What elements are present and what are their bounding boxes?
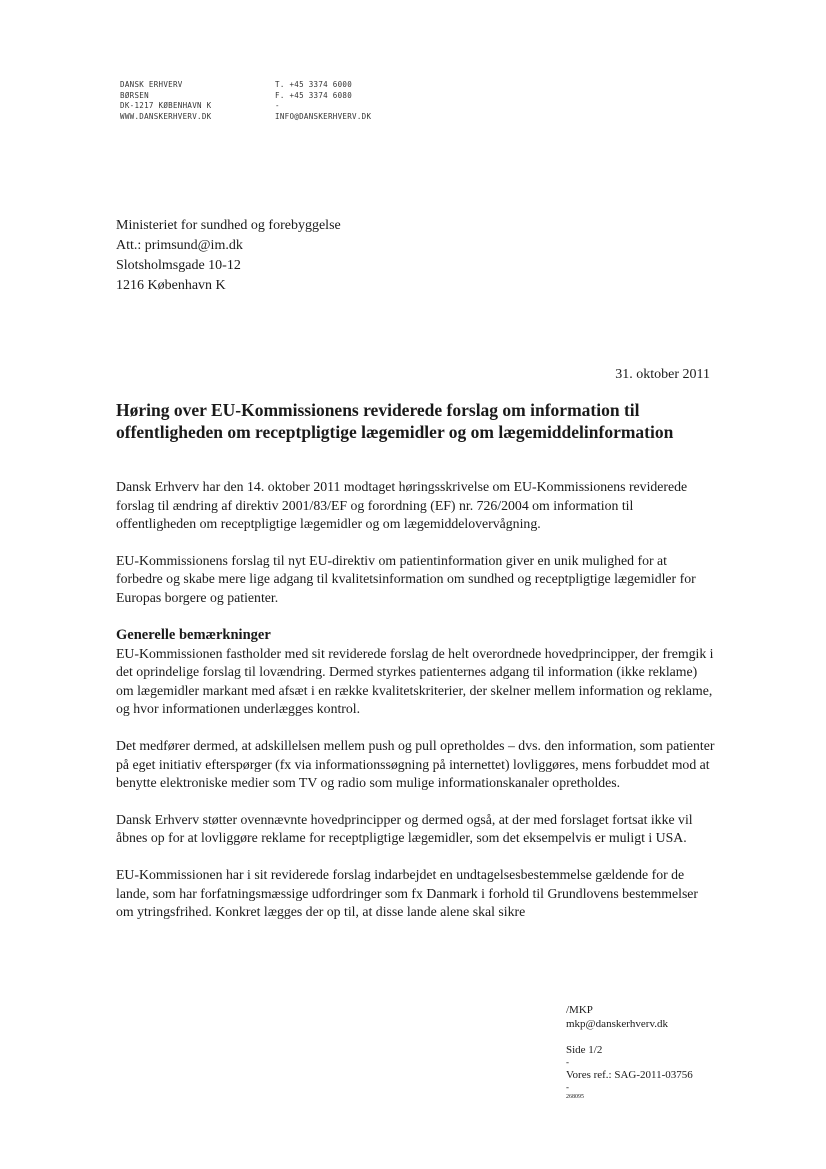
body-paragraph: Det medfører dermed, at adskillelsen mellem push og pull opretholdes – dvs. den information, som patienter på eget initiativ efterspørger (fx via informationssøgning på internettet) lovliggøres, mens forbuddet mod at benytte elektroniske medier som TV og radio som mulige informationskanaler opretholdes.	[116, 737, 715, 791]
section-heading: Generelle bemærkninger	[116, 626, 271, 643]
body-paragraph: Dansk Erhverv har den 14. oktober 2011 modtaget høringsskrivelse om EU-Kommissionens reviderede forslag til ændring af direktiv 2001/83/EF og forordning (EF) nr. 726/2004 om information til offentligheden om receptpligtige lægemidler og om lægemiddelovervågning.	[116, 479, 688, 532]
body-paragraph: EU-Kommissionen fastholder med sit reviderede forslag de helt overordnede hovedprincipper, der fremgik i det oprindelige forslag til lovændring. Dermed styrkes patienternes adgang til information (ikke reklame) om lægemidler markant med afsæt i en række kvalitetskriterier, der skelner mellem information og reklame, og hvor informationen underlægges kontrol.	[116, 645, 714, 717]
letterhead-company: DANSK ERHVERV	[120, 80, 183, 89]
recipient-line: Att.: primsund@im.dk	[116, 238, 243, 253]
letterhead-fax: F. +45 3374 6080	[275, 90, 353, 100]
letterhead-phone: T. +45 3374 6000	[275, 80, 353, 89]
sender-email: mkp@danskerhverv.dk	[566, 1018, 668, 1030]
recipient-line: Ministeriet for sundhed og forebyggelse	[116, 218, 341, 233]
letterhead-contact	[275, 80, 371, 122]
body-paragraph: EU-Kommissionen har i sit reviderede forslag indarbejdet en undtagelsesbestemmelse gældende for de lande, som har forfatningsmæssige udfordringer som fx Danmark i forhold til Grundlovens bestemmelser om ytringsfrihed. Konkret lægges der op til, at disse lande alene skal sikre	[116, 866, 699, 920]
letter-body	[116, 478, 716, 940]
document-number: 268095	[566, 1094, 584, 1100]
body-paragraph: EU-Kommissionens forslag til nyt EU-direktiv om patientinformation giver en unik mulighed for at forbedre og skabe mere lige adgang til kvalitetsinformation om sundhed og receptpligtige lægemidler for Europas borgere og patienter.	[116, 552, 696, 605]
sender-initials: /MKP	[566, 1004, 593, 1016]
recipient-address	[116, 216, 341, 296]
reference-number: Vores ref.: SAG-2011-03756	[566, 1069, 693, 1081]
recipient-line: Slotsholmsgade 10-12	[116, 258, 241, 273]
body-paragraph: Dansk Erhverv støtter ovennævnte hovedprincipper og dermed også, at der med forslaget fortsat ikke vil åbnes op for at lovliggøre reklame for receptpligtige lægemidler, som det eksempelvis er muligt i USA.	[116, 811, 693, 846]
letter-date: 31. oktober 2011	[615, 367, 710, 382]
page-number: Side 1/2	[566, 1044, 603, 1056]
letter-title: Høring over EU-Kommissionens reviderede forslag om information til offentligheden om receptpligtige lægemidler og om lægemiddelinformation	[116, 400, 674, 442]
letterhead-website: WWW.DANSKERHVERV.DK	[120, 111, 212, 121]
letterhead-building: BØRSEN	[120, 90, 149, 100]
letterhead-dash: -	[275, 101, 280, 110]
recipient-line: 1216 København K	[116, 278, 226, 293]
letterhead-city: DK-1217 KØBENHAVN K	[120, 101, 212, 110]
letterhead-address	[120, 80, 212, 122]
letter-footer	[566, 1003, 693, 1101]
footer-dash: -	[566, 1082, 569, 1092]
footer-dash: -	[566, 1057, 569, 1067]
letterhead-email: INFO@DANSKERHVERV.DK	[275, 111, 372, 121]
